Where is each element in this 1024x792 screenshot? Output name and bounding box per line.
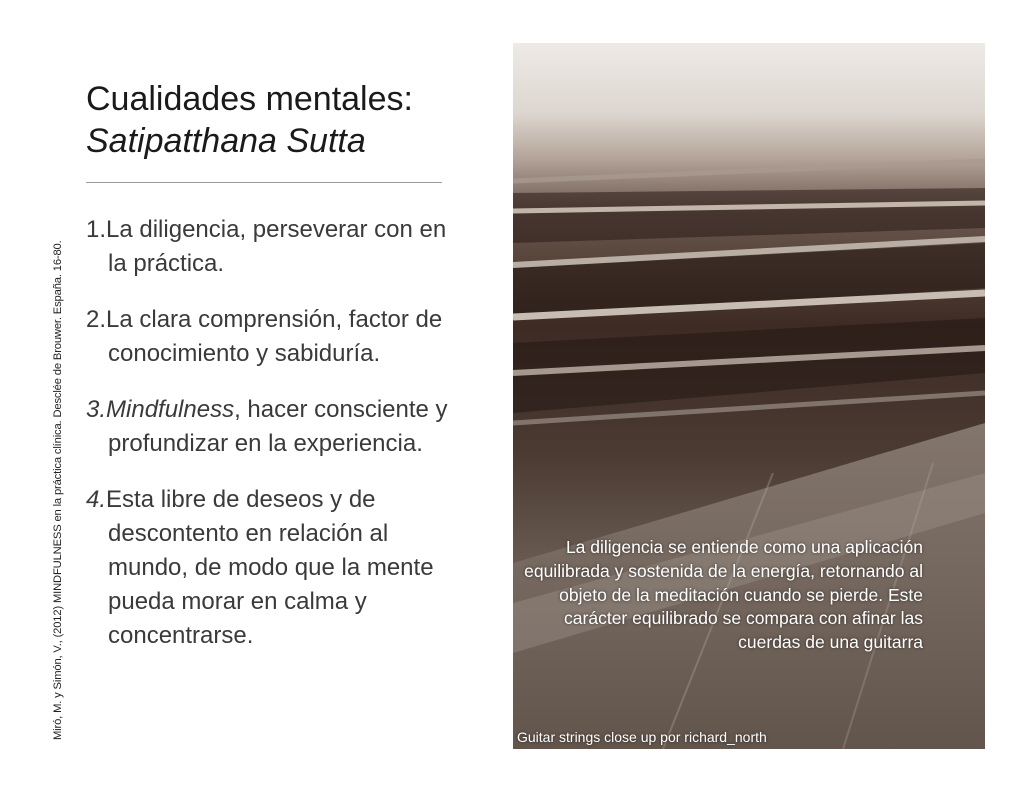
qualities-list	[86, 213, 458, 675]
title-divider	[86, 182, 442, 183]
item-text: Esta libre de deseos y de descontento en relación al mundo, de modo que la mente pueda morar en calma y concentrarse.	[106, 486, 434, 649]
list-item	[86, 393, 458, 461]
slide-title	[86, 78, 413, 162]
list-item	[86, 483, 458, 653]
list-item	[86, 303, 458, 371]
photo-caption: La diligencia se entiende como una aplicación equilibrada y sostenida de la energía, retornando al objeto de la meditación cuando se pierde. Este carácter equilibrado se compara con afinar las cuerdas de una guitarra	[524, 537, 923, 653]
item-emphasis: Mindfulness	[106, 396, 235, 423]
citation-text: Miró, M. y Simón, V., (2012) MINDFULNESS en la práctica clínica. Desclée de Brouwer. España. 16-80.	[52, 240, 64, 740]
photo-credit: Guitar strings close up por richard_north	[517, 729, 767, 745]
item-number: 2.	[86, 306, 107, 333]
guitar-strings-photo	[513, 43, 985, 749]
title-line-1: Cualidades mentales:	[86, 80, 413, 118]
item-text: La diligencia, perseverar con en la práctica.	[106, 216, 447, 277]
item-number: 4.	[86, 486, 107, 513]
item-number: 1.	[86, 216, 107, 243]
item-text: , hacer consciente y profundizar en la experiencia.	[108, 396, 448, 457]
item-number: 3.	[86, 396, 107, 423]
title-line-2: Satipatthana Sutta	[86, 122, 366, 160]
item-text: La clara comprensión, factor de conocimiento y sabiduría.	[106, 306, 443, 367]
list-item	[86, 213, 458, 281]
